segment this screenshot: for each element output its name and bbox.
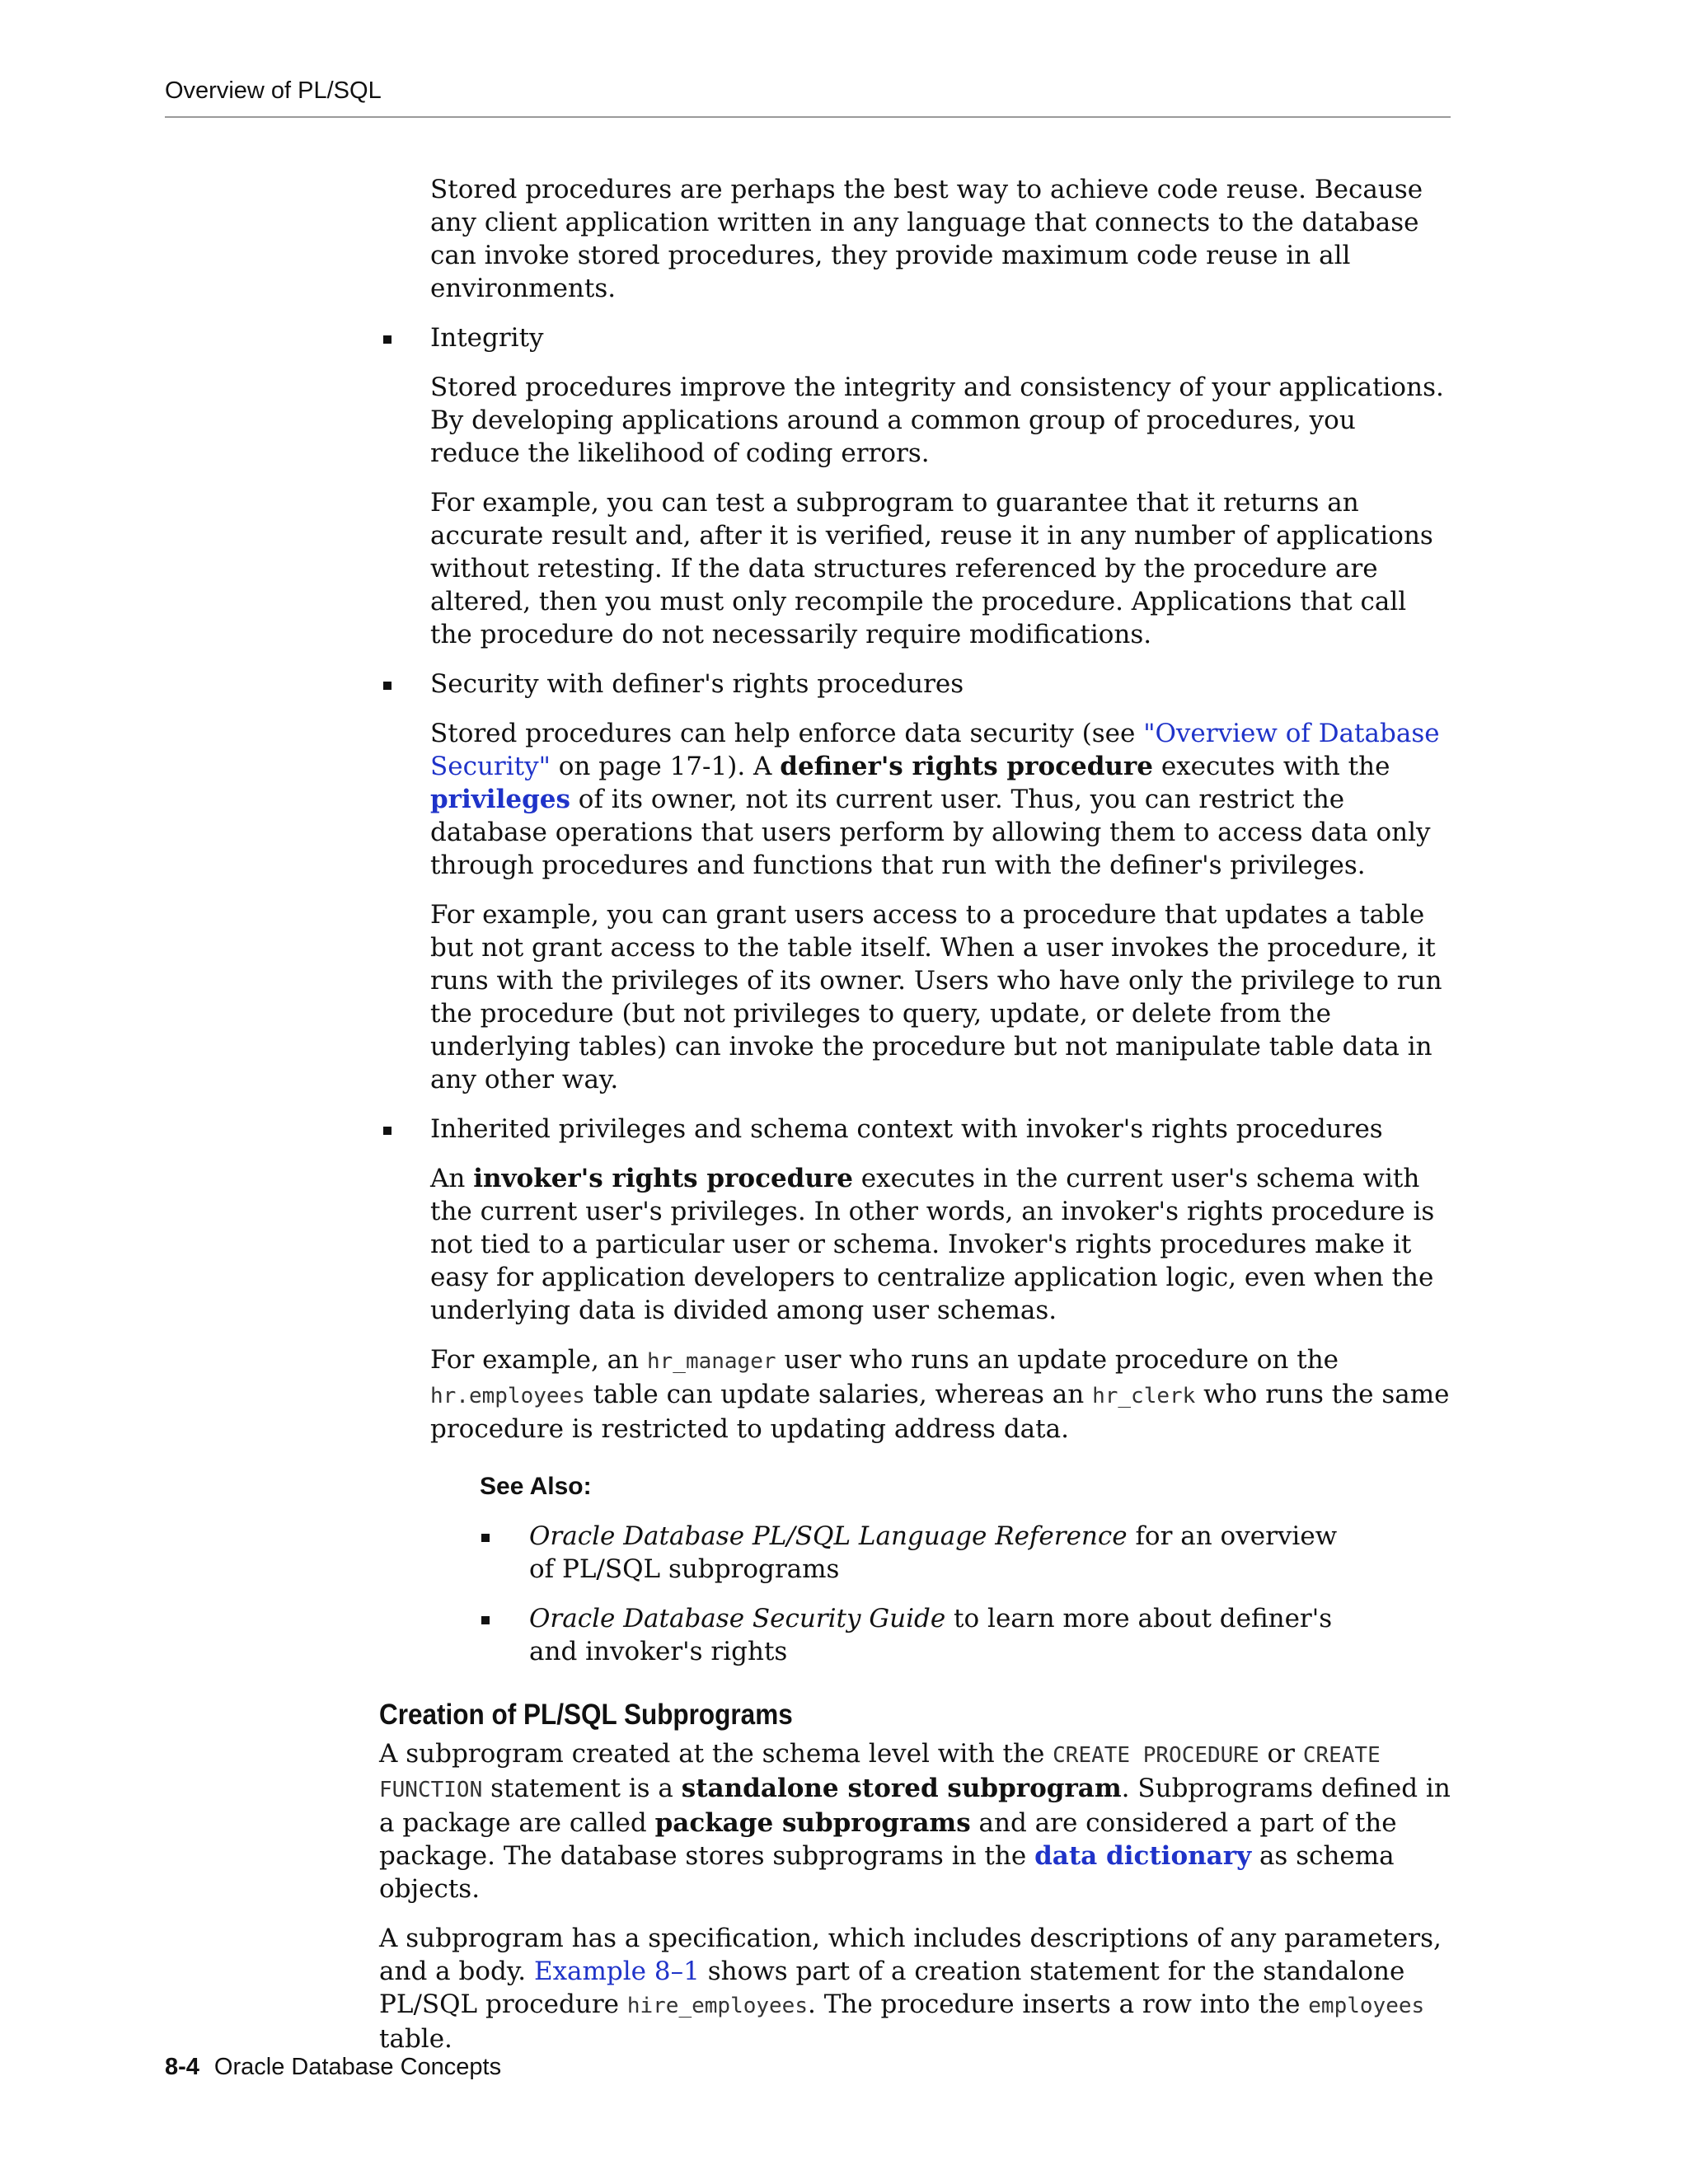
integrity-title: Integrity xyxy=(430,323,544,353)
privileges-link[interactable]: privileges xyxy=(430,785,570,814)
running-header xyxy=(165,74,1451,118)
code-hr-clerk: hr_clerk xyxy=(1092,1384,1196,1408)
text-span: to learn more about definer's and invoker's rights xyxy=(529,1604,1333,1666)
see-also-item xyxy=(529,1520,1353,1586)
text-span: A subprogram created at the schema level with the xyxy=(379,1739,1053,1769)
bullet-icon xyxy=(481,1534,490,1542)
package-subprograms-term: package subprograms xyxy=(654,1808,971,1838)
standalone-term: standalone stored subprogram xyxy=(681,1774,1122,1803)
code-hr-manager: hr_manager xyxy=(646,1349,776,1374)
inherited-title: Inherited privileges and schema context with invoker's rights procedures xyxy=(430,1114,1383,1144)
see-also-box xyxy=(480,1470,1451,1668)
bullet-icon xyxy=(383,335,392,344)
code-create-function: CREATE FUNCTION xyxy=(379,1743,1381,1802)
text-span: of its owner, not its current user. Thus, you can restrict the database operations that users perform by allowing them to access data only through procedures and functions that run with the definer's privileges. xyxy=(430,785,1431,880)
main-content xyxy=(379,173,1451,2072)
text-span: An xyxy=(430,1164,474,1193)
page-footer xyxy=(165,2050,501,2083)
security-guide-link[interactable]: Oracle Database Security Guide xyxy=(529,1604,946,1633)
text-span: on page 17-1). A xyxy=(550,752,781,781)
page-number: 8-4 xyxy=(165,2054,199,2080)
inherited-paragraph-2 xyxy=(430,1343,1451,1446)
security-list-item xyxy=(430,668,1451,701)
definers-rights-term: definer's rights procedure xyxy=(780,752,1153,781)
text-span: . The procedure inserts a row into the xyxy=(808,1990,1309,2019)
text-span: . Subprograms defined in a package are called xyxy=(379,1774,1451,1838)
text-span: user who runs an update procedure on the xyxy=(776,1345,1339,1375)
text-span: shows part of a creation statement for the standalone PL/SQL procedure xyxy=(379,1957,1405,2019)
text-span: For example, an xyxy=(430,1345,647,1375)
overview-security-link[interactable]: "Overview of Database Security" xyxy=(430,719,1440,781)
text-span: who runs the same procedure is restricted to updating address data. xyxy=(430,1380,1450,1444)
code-hr-employees: hr.employees xyxy=(430,1384,585,1408)
code-create-procedure: CREATE PROCEDURE xyxy=(1053,1743,1259,1768)
integrity-paragraph-2: For example, you can test a subprogram to guarantee that it returns an accurate result and, after it is verified, reuse it in any number of applications without retesting. If the data structures referenced by the procedure are altered, then you must only recompile the procedure. Applications that call the procedure do not necessarily require modifications. xyxy=(430,488,1433,649)
bullet-icon xyxy=(481,1616,490,1624)
text-span: or xyxy=(1259,1739,1303,1769)
example-8-1-link[interactable]: Example 8–1 xyxy=(533,1957,700,1986)
text-span: executes in the current user's schema with the current user's privileges. In other words, an invoker's rights procedure is not tied to a particular user or schema. Invoker's rights procedures make it easy for application developers to centralize application logic, even when the underlying data is divided among user schemas. xyxy=(430,1164,1435,1325)
data-dictionary-link[interactable]: data dictionary xyxy=(1034,1841,1252,1871)
section-heading: Creation of PL/SQL Subprograms xyxy=(379,1699,793,1731)
header-title: Overview of PL/SQL xyxy=(165,77,382,104)
text-span: table. xyxy=(379,2024,452,2054)
section-paragraph-1 xyxy=(379,1737,1451,1905)
security-paragraph-2: For example, you can grant users access to a procedure that updates a table but not grant access to the table itself. When a user invokes the procedure, it runs with the privileges of its owner. Users who have only the privilege to run the procedure (but not privileges to query, update, or delete from the underlying tables) can invoke the procedure but not manipulate table data in any other way. xyxy=(430,900,1442,1094)
text-span: A subprogram has a specification, which includes descriptions of any parameters, and a body. xyxy=(379,1924,1442,1986)
text-span: statement is a xyxy=(482,1774,682,1803)
integrity-list-item xyxy=(430,321,1451,354)
see-also-item xyxy=(529,1602,1353,1668)
text-span: for an overview of PL/SQL subprograms xyxy=(529,1521,1338,1584)
code-employees: employees xyxy=(1308,1994,1425,2018)
bullet-icon xyxy=(383,682,392,690)
reuse-paragraph: Stored procedures are perhaps the best way to achieve code reuse. Because any client application written in any language that connects to the database can invoke stored procedures, they provide maximum code reuse in all environments. xyxy=(430,175,1423,303)
inherited-paragraph-1 xyxy=(430,1162,1451,1327)
text-span: as schema objects. xyxy=(379,1841,1395,1904)
plsql-reference-link[interactable]: Oracle Database PL/SQL Language Reference xyxy=(529,1521,1128,1551)
inherited-list-item xyxy=(430,1113,1451,1146)
bullet-icon xyxy=(383,1127,392,1135)
invokers-rights-term: invoker's rights procedure xyxy=(473,1164,853,1193)
security-title: Security with definer's rights procedures xyxy=(430,669,964,699)
text-span: and are considered a part of the package. The database stores subprograms in the xyxy=(379,1808,1397,1871)
book-title: Oracle Database Concepts xyxy=(213,2054,502,2080)
text-span: Stored procedures can help enforce data security (see xyxy=(430,719,1144,748)
see-also-title: See Also: xyxy=(480,1473,592,1500)
text-span: table can update salaries, whereas an xyxy=(584,1380,1093,1409)
section-paragraph-2 xyxy=(379,1922,1451,2055)
text-span: executes with the xyxy=(1153,752,1390,781)
integrity-paragraph-1: Stored procedures improve the integrity and consistency of your applications. By developing applications around a common group of procedures, you reduce the likelihood of coding errors. xyxy=(430,373,1444,468)
code-hire-employees: hire_employees xyxy=(626,1994,808,2018)
security-paragraph-1 xyxy=(430,717,1451,882)
